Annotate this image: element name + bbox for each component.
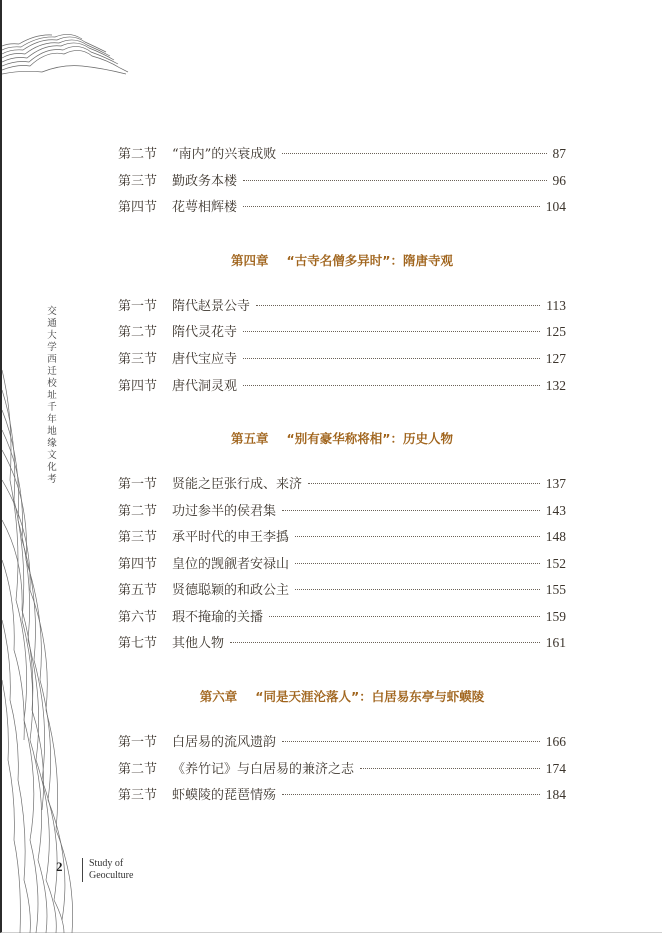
toc-section-title: 花萼相辉楼	[172, 200, 238, 215]
chapter-number: 第六章	[199, 689, 238, 704]
footer-brand-line1: Study of	[89, 858, 124, 869]
toc-page-number: 113	[546, 298, 566, 313]
toc-entry[interactable]	[118, 474, 566, 494]
toc-entry[interactable]	[118, 554, 566, 574]
toc-page-number: 174	[545, 761, 566, 776]
toc-leader-dots	[308, 483, 540, 484]
toc-section-title: 贤能之臣张行成、来济	[172, 477, 303, 492]
toc-entry[interactable]	[118, 580, 566, 600]
toc-leader-dots	[282, 794, 540, 795]
toc-leader-dots	[295, 589, 540, 590]
mountain-contour-decoration	[2, 20, 132, 76]
toc-section-number: 第七节	[118, 636, 158, 651]
toc-section-number: 第三节	[118, 530, 158, 545]
toc-entry[interactable]	[118, 349, 566, 369]
toc-section-number: 第五节	[118, 583, 158, 598]
chapter-number: 第五章	[231, 431, 269, 446]
chapter-title: “同是天涯沦落人”：白居易东亭与虾蟆陵	[255, 689, 485, 704]
toc-section-number: 第六节	[118, 610, 158, 625]
toc-entry[interactable]	[118, 607, 566, 627]
toc-page-number: 184	[545, 787, 566, 802]
toc-entry[interactable]	[118, 144, 566, 164]
page-number: 2	[56, 859, 63, 874]
toc-section-title: 隋代赵景公寺	[172, 299, 251, 314]
toc-page-number: 155	[545, 582, 566, 597]
chapter-heading[interactable]	[118, 429, 566, 449]
toc-leader-dots	[282, 741, 540, 742]
toc-section-title: 虾蟆陵的琵琶情殇	[172, 788, 277, 803]
toc-page-number: 127	[545, 351, 566, 366]
chapter-number: 第四章	[231, 253, 269, 268]
toc-page-number: 125	[545, 324, 566, 339]
toc-section-title: 唐代宝应寺	[172, 352, 238, 367]
toc-section-title: 皇位的觊觎者安禄山	[172, 557, 290, 572]
toc-leader-dots	[243, 331, 540, 332]
toc-section-number: 第二节	[118, 147, 158, 162]
toc-page-number: 159	[545, 609, 566, 624]
chapter-title: “别有豪华称将相”：历史人物	[286, 431, 453, 446]
toc-leader-dots	[295, 563, 540, 564]
toc-section-number: 第二节	[118, 325, 158, 340]
toc-leader-dots	[256, 305, 540, 306]
toc-page-number: 161	[545, 635, 566, 650]
toc-page-number: 166	[545, 734, 566, 749]
toc-section-number: 第二节	[118, 762, 158, 777]
chapter-heading[interactable]	[118, 687, 566, 707]
toc-section-number: 第四节	[118, 557, 158, 572]
toc-page-number: 137	[545, 476, 566, 491]
toc-leader-dots	[243, 206, 540, 207]
toc-leader-dots	[243, 180, 546, 181]
toc-section-number: 第三节	[118, 352, 158, 367]
toc-section-title: 《养竹记》与白居易的兼济之志	[172, 762, 355, 777]
running-title: 交通大学西迁校址千年地缘文化考	[47, 306, 57, 485]
toc-section-title: 唐代洞灵观	[172, 379, 238, 394]
toc-section-number: 第三节	[118, 788, 158, 803]
toc-section-number: 第二节	[118, 504, 158, 519]
toc-section-title: “南内”的兴衰成败	[172, 147, 277, 162]
toc-page-number: 152	[545, 556, 566, 571]
toc-section-number: 第四节	[118, 200, 158, 215]
toc-section-number: 第一节	[118, 735, 158, 750]
chapter-heading[interactable]	[118, 251, 566, 271]
toc-section-number: 第三节	[118, 174, 158, 189]
footer-brand	[89, 858, 133, 882]
toc-leader-dots	[360, 768, 540, 769]
toc-section-title: 功过参半的侯君集	[172, 504, 277, 519]
toc-entry[interactable]	[118, 527, 566, 547]
toc-leader-dots	[243, 358, 540, 359]
mountain-contour-decoration-left	[2, 360, 82, 933]
toc-section-number: 第一节	[118, 299, 158, 314]
toc-entry[interactable]	[118, 501, 566, 521]
toc-section-title: 贤德聪颖的和政公主	[172, 583, 290, 598]
toc-section-title: 勤政务本楼	[172, 174, 238, 189]
toc-section-title: 瑕不掩瑜的关播	[172, 610, 264, 625]
toc-page-number: 96	[552, 173, 566, 188]
toc-leader-dots	[282, 510, 540, 511]
toc-leader-dots	[243, 385, 540, 386]
toc-page-number: 132	[545, 378, 566, 393]
toc-entry[interactable]	[118, 296, 566, 316]
toc-entry[interactable]	[118, 171, 566, 191]
toc-leader-dots	[269, 616, 540, 617]
footer-divider	[82, 858, 83, 882]
toc-page-number: 104	[545, 199, 566, 214]
chapter-title: “古寺名僧多异时”：隋唐寺观	[286, 253, 453, 268]
toc-section-title: 隋代灵花寺	[172, 325, 238, 340]
toc-section-title: 其他人物	[172, 636, 225, 651]
toc-leader-dots	[282, 153, 546, 154]
toc-entry[interactable]	[118, 376, 566, 396]
toc-entry[interactable]	[118, 785, 566, 805]
toc-entry[interactable]	[118, 322, 566, 342]
toc-entry[interactable]	[118, 197, 566, 217]
toc-page-number: 87	[552, 146, 566, 161]
footer-brand-line2: Geoculture	[89, 870, 134, 881]
toc-leader-dots	[295, 536, 540, 537]
toc-entry[interactable]	[118, 633, 566, 653]
toc-section-title: 白居易的流风遗韵	[172, 735, 277, 750]
toc-entry[interactable]	[118, 759, 566, 779]
toc-section-number: 第四节	[118, 379, 158, 394]
toc-section-number: 第一节	[118, 477, 158, 492]
toc-section-title: 承平时代的申王李撝	[172, 530, 290, 545]
toc-entry[interactable]	[118, 732, 566, 752]
toc-page-number: 143	[545, 503, 566, 518]
toc-leader-dots	[230, 642, 540, 643]
toc-page-number: 148	[545, 529, 566, 544]
